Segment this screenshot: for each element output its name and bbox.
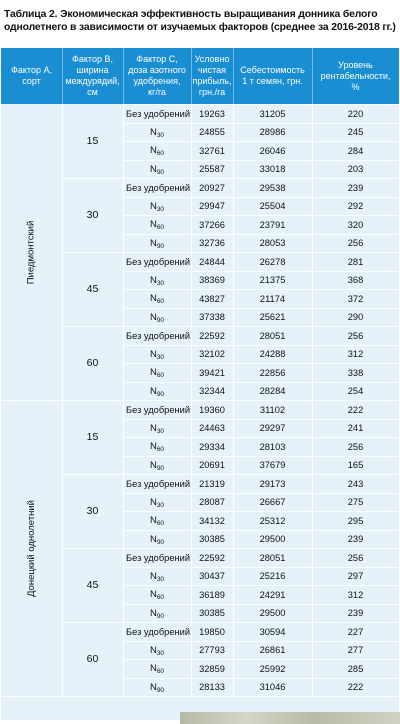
cost-cell: 28103: [259, 441, 286, 452]
profit-cell: 39421: [199, 367, 225, 378]
profitability-cell: 277: [347, 645, 364, 655]
cost-cell: 25312: [259, 515, 286, 526]
cost-cell: 26667: [259, 497, 286, 507]
profit-cell: 28133: [199, 682, 225, 692]
cost-cell: 23791: [259, 219, 286, 230]
dose-symbol: N: [149, 163, 157, 175]
dose-symbol: N: [149, 533, 157, 545]
dose-label: Без удобрений: [126, 108, 191, 119]
header-separator: [233, 48, 234, 104]
background-photo-strip: [180, 712, 400, 724]
header-line: %: [351, 81, 360, 92]
profitability-cell: 320: [347, 219, 364, 230]
nitrogen-dose-cell: [123, 530, 191, 548]
nitrogen-dose-cell: [123, 142, 191, 160]
nitrogen-dose-cell: [123, 549, 191, 567]
profitability-cell: 165: [347, 460, 364, 470]
dose-symbol: N: [149, 459, 157, 471]
cost-cell: 29297: [259, 423, 286, 433]
nitrogen-dose-cell: [123, 604, 191, 622]
nitrogen-dose-cell: [123, 641, 191, 659]
header-profitability: [312, 48, 399, 104]
cost-cell: 30594: [259, 626, 286, 637]
header-line: Условно: [194, 54, 230, 64]
header-line: см: [87, 87, 98, 97]
header-line: ширина: [76, 65, 109, 75]
cost-cell: 22856: [259, 367, 286, 378]
profit-cell: 38369: [199, 275, 225, 285]
cost-cell: 28051: [259, 330, 286, 341]
dose-subscript: 30: [156, 501, 165, 509]
profit-cell: 32736: [199, 238, 225, 248]
dose-subscript: 90: [156, 316, 165, 324]
nitrogen-dose-cell: [123, 401, 191, 419]
cost-cell: 28284: [259, 386, 286, 396]
header-line: рентабельности,: [320, 70, 391, 81]
nitrogen-dose-cell: [123, 364, 191, 382]
nitrogen-dose-cell: [123, 216, 191, 234]
cost-cell: 31046: [259, 682, 286, 692]
nitrogen-dose-cell: [123, 308, 191, 326]
nitrogen-dose-cell: [123, 419, 191, 437]
nitrogen-dose-cell: [123, 197, 191, 215]
header-separator: [312, 48, 313, 104]
dose-symbol: N: [149, 237, 157, 249]
row-spacing-label: 15: [86, 135, 99, 147]
column-separator: [312, 104, 313, 696]
dose-subscript: 30: [156, 649, 165, 657]
dose-symbol: N: [149, 293, 157, 304]
dose-symbol: N: [149, 367, 157, 378]
cost-cell: 31102: [259, 404, 286, 415]
cost-cell: 21375: [259, 275, 286, 285]
cost-cell: 26861: [259, 645, 286, 655]
cost-cell: 24291: [259, 589, 286, 600]
nitrogen-dose-cell: [123, 678, 191, 696]
header-line: удобрения,: [133, 76, 181, 86]
dose-symbol: N: [149, 200, 157, 212]
cost-cell: 33018: [259, 164, 286, 174]
nitrogen-dose-cell: [123, 438, 191, 456]
dose-label: Без удобрений: [126, 182, 191, 193]
header-factor-b: [62, 48, 123, 104]
dose-subscript: 90: [156, 168, 165, 176]
header-separator: [123, 48, 124, 104]
profit-cell: 19850: [199, 626, 225, 637]
profit-cell: 25587: [199, 164, 225, 174]
profitability-cell: 239: [347, 182, 364, 193]
profitability-cell: 203: [347, 164, 364, 174]
column-separator: [62, 104, 63, 696]
column-separator: [123, 104, 124, 696]
dose-subscript: 30: [156, 427, 165, 435]
profitability-cell: 281: [347, 256, 364, 267]
column-separator: [191, 104, 192, 696]
nitrogen-dose-cell: [123, 105, 191, 123]
cost-cell: 25216: [259, 571, 286, 581]
variety-label: Пиедмонтский: [25, 220, 37, 284]
profitability-cell: 256: [347, 238, 364, 248]
row-spacing-label: 45: [86, 283, 99, 295]
profitability-cell: 254: [347, 386, 364, 396]
profitability-cell: 297: [347, 571, 364, 581]
dose-subscript: 90: [156, 464, 165, 472]
profitability-cell: 241: [347, 423, 364, 433]
dose-symbol: N: [149, 589, 157, 600]
dose-subscript: 60: [156, 224, 165, 231]
profit-cell: 30385: [199, 534, 225, 544]
profit-cell: 24855: [199, 127, 225, 137]
dose-subscript: 90: [156, 242, 165, 250]
profitability-cell: 245: [347, 127, 364, 137]
cost-cell: 31205: [259, 108, 286, 119]
profit-cell: 30385: [199, 608, 225, 618]
profit-cell: 29334: [199, 441, 225, 452]
dose-subscript: 60: [156, 446, 165, 453]
profit-cell: 37338: [199, 312, 225, 322]
profit-cell: 19360: [199, 404, 225, 415]
nitrogen-dose-cell: [123, 179, 191, 197]
table-caption: [4, 8, 396, 34]
dose-subscript: 90: [156, 612, 165, 620]
profit-cell: 19263: [199, 108, 225, 119]
cost-cell: 37679: [259, 460, 286, 470]
dose-symbol: N: [149, 348, 157, 360]
dose-subscript: 60: [156, 520, 165, 527]
profitability-cell: 256: [347, 330, 364, 341]
header-line: Уровень: [338, 59, 373, 70]
cost-cell: 21174: [259, 293, 286, 304]
profit-cell: 29947: [199, 201, 225, 211]
dose-subscript: 30: [156, 279, 165, 287]
header-factor-a: [1, 48, 62, 104]
header-profit: [191, 48, 233, 104]
dose-subscript: 90: [156, 538, 165, 546]
profitability-cell: 338: [347, 367, 364, 378]
header-line: 1 т семян, грн.: [242, 76, 303, 86]
dose-label: Без удобрений: [126, 330, 191, 341]
header-separator: [191, 48, 192, 104]
header-factor-c: [123, 48, 191, 104]
profit-cell: 34132: [199, 515, 225, 526]
row-spacing-label: 60: [86, 357, 99, 369]
profitability-cell: 239: [347, 534, 364, 544]
row-spacing-label: 15: [86, 431, 99, 443]
nitrogen-dose-cell: [123, 456, 191, 474]
dose-symbol: N: [149, 515, 157, 526]
header-line: Себестоимость: [240, 65, 305, 75]
profit-cell: 32761: [199, 145, 225, 156]
header-separator: [62, 48, 63, 104]
dose-symbol: N: [149, 441, 157, 452]
nitrogen-dose-cell: [123, 234, 191, 252]
profitability-cell: 222: [347, 404, 364, 415]
cost-cell: 25504: [259, 201, 286, 211]
cost-cell: 29500: [259, 608, 286, 618]
profitability-cell: 292: [347, 201, 364, 211]
dose-symbol: N: [149, 311, 157, 323]
variety-label: Донецкий однолетний: [25, 499, 37, 597]
header-cost: [233, 48, 312, 104]
nitrogen-dose-cell: [123, 586, 191, 604]
dose-label: Без удобрений: [126, 478, 191, 489]
nitrogen-dose-cell: [123, 345, 191, 363]
profit-cell: 27793: [199, 645, 225, 655]
nitrogen-dose-cell: [123, 327, 191, 345]
nitrogen-dose-cell: [123, 567, 191, 585]
cost-cell: 29173: [259, 478, 286, 489]
dose-symbol: N: [149, 145, 157, 156]
dose-symbol: N: [149, 126, 157, 138]
dose-symbol: N: [149, 422, 157, 434]
header-line: доза азотного: [128, 65, 186, 75]
cost-cell: 28051: [259, 552, 286, 563]
cost-cell: 25992: [259, 663, 286, 674]
profitability-cell: 285: [347, 663, 364, 674]
profitability-cell: 220: [347, 108, 364, 119]
nitrogen-dose-cell: [123, 493, 191, 511]
profitability-cell: 372: [347, 293, 364, 304]
caption-line-2: однолетнего в зависимости от изучаемых факторов (среднее за 2016-2018 гг.): [4, 22, 396, 33]
profit-cell: 36189: [199, 589, 225, 600]
cost-cell: 26046: [259, 145, 286, 156]
dose-subscript: 90: [156, 390, 165, 398]
header-line: чистая: [197, 65, 227, 75]
profitability-cell: 243: [347, 478, 364, 489]
header-line: прибыль,: [192, 76, 232, 86]
dose-symbol: N: [149, 663, 157, 674]
profit-cell: 21319: [199, 478, 225, 489]
nitrogen-dose-cell: [123, 253, 191, 271]
profit-cell: 32344: [199, 386, 225, 396]
header-line: грн./га: [198, 87, 226, 97]
dose-label: Без удобрений: [126, 552, 191, 563]
cost-cell: 24288: [259, 349, 286, 359]
dose-symbol: N: [149, 607, 157, 619]
dose-subscript: 60: [156, 150, 165, 157]
dose-subscript: 60: [156, 594, 165, 601]
dose-subscript: 30: [156, 131, 165, 139]
cost-cell: 25621: [259, 312, 286, 322]
profit-cell: 43827: [199, 293, 225, 304]
header-line: кг/га: [148, 87, 166, 97]
cost-cell: 28053: [259, 238, 286, 248]
profitability-cell: 239: [347, 608, 364, 618]
dose-symbol: N: [149, 644, 157, 656]
profit-cell: 20691: [199, 460, 225, 470]
dose-symbol: N: [149, 274, 157, 286]
dose-symbol: N: [149, 385, 157, 397]
profitability-cell: 312: [347, 589, 364, 600]
cost-cell: 28986: [259, 127, 286, 137]
profitability-cell: 275: [347, 497, 364, 507]
profit-cell: 37266: [199, 219, 225, 230]
profitability-cell: 368: [347, 275, 364, 285]
cost-cell: 29500: [259, 534, 286, 544]
profit-cell: 24463: [199, 423, 225, 433]
dose-subscript: 30: [156, 575, 165, 583]
nitrogen-dose-cell: [123, 271, 191, 289]
cost-cell: 29538: [259, 182, 286, 193]
cost-cell: 26278: [259, 256, 286, 267]
profit-cell: 22592: [199, 330, 225, 341]
caption-line-1: Таблица 2. Экономическая эффективность выращивания донника белого: [4, 9, 378, 20]
dose-symbol: N: [149, 496, 157, 508]
nitrogen-dose-cell: [123, 160, 191, 178]
nitrogen-dose-cell: [123, 290, 191, 308]
profitability-cell: 227: [347, 626, 364, 637]
column-separator: [233, 104, 234, 696]
nitrogen-dose-cell: [123, 123, 191, 141]
header-line: Фактор С,: [136, 54, 178, 64]
dose-subscript: 60: [156, 298, 165, 305]
profit-cell: 22592: [199, 552, 225, 563]
profitability-cell: 256: [347, 441, 364, 452]
header-line: Фактор В,: [72, 54, 113, 64]
nitrogen-dose-cell: [123, 512, 191, 530]
profitability-cell: 295: [347, 515, 364, 526]
dose-subscript: 60: [156, 372, 165, 379]
profitability-cell: 312: [347, 349, 364, 359]
profit-cell: 24844: [199, 256, 225, 267]
header-line: Фактор А,: [11, 65, 52, 75]
header-line: междурядий,: [65, 76, 120, 86]
dose-subscript: 60: [156, 668, 165, 675]
profit-cell: 30437: [199, 571, 225, 581]
dose-symbol: N: [149, 681, 157, 693]
row-spacing-label: 60: [86, 653, 99, 665]
dose-subscript: 30: [156, 353, 165, 361]
profit-cell: 32102: [199, 349, 225, 359]
dose-symbol: N: [149, 219, 157, 230]
row-spacing-label: 30: [86, 505, 99, 517]
profitability-cell: 284: [347, 145, 364, 156]
dose-subscript: 90: [156, 686, 165, 694]
header-line: сорт: [22, 76, 41, 86]
profitability-cell: 222: [347, 682, 364, 692]
nitrogen-dose-cell: [123, 623, 191, 641]
variety-divider: [1, 696, 399, 697]
profit-cell: 32859: [199, 663, 225, 674]
nitrogen-dose-cell: [123, 475, 191, 493]
dose-label: Без удобрений: [126, 404, 191, 415]
dose-symbol: N: [149, 570, 157, 582]
nitrogen-dose-cell: [123, 660, 191, 678]
profitability-cell: 256: [347, 552, 364, 563]
dose-subscript: 30: [156, 205, 165, 213]
profit-cell: 28087: [199, 497, 225, 507]
profit-cell: 20927: [199, 182, 225, 193]
dose-label: Без удобрений: [126, 256, 191, 267]
row-spacing-label: 45: [86, 579, 99, 591]
row-spacing-label: 30: [86, 209, 99, 221]
nitrogen-dose-cell: [123, 382, 191, 400]
dose-label: Без удобрений: [126, 626, 191, 637]
profitability-cell: 290: [347, 312, 364, 322]
